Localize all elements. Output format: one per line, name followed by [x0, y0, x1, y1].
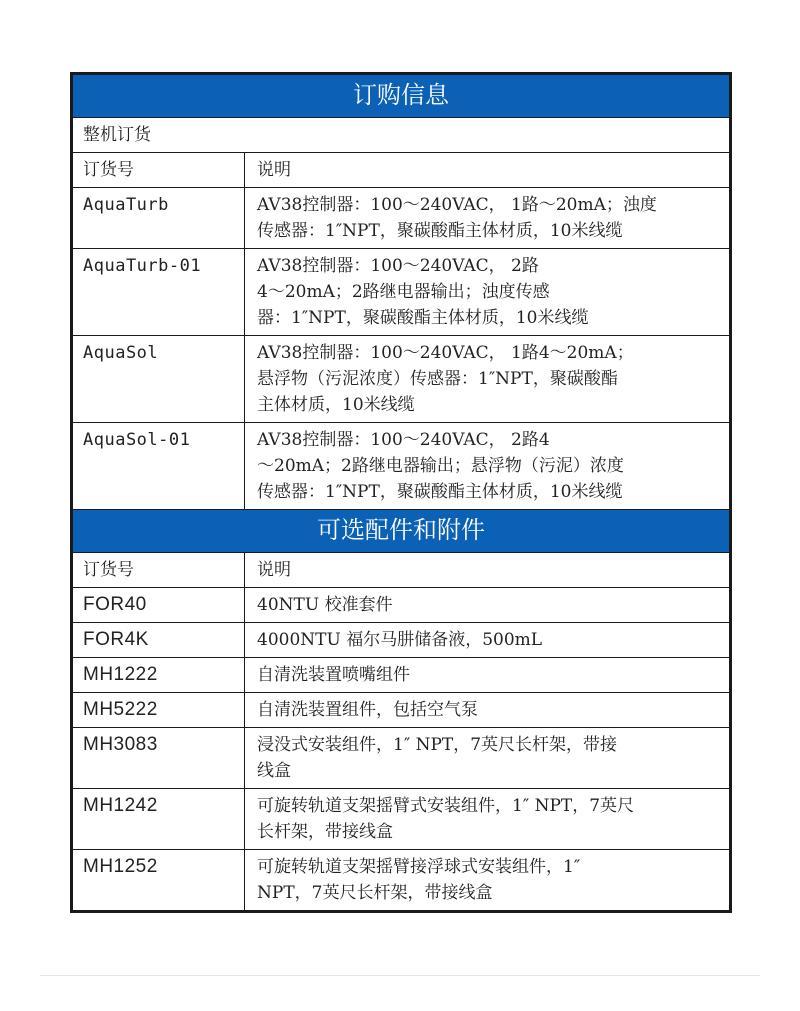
- table-row: [73, 249, 730, 336]
- description-cell: [245, 249, 730, 336]
- page-divider: [40, 975, 760, 976]
- order-number-cell: MH1222: [73, 658, 245, 693]
- order-number-cell: AquaSol: [73, 336, 245, 423]
- order-number-cell: MH5222: [73, 693, 245, 728]
- description-cell: [245, 588, 730, 623]
- table-row: [73, 336, 730, 423]
- description-line: 传感器：1″NPT，聚碳酸酯主体材质，10米线缆: [257, 482, 623, 502]
- column-header-row: [73, 153, 730, 188]
- description-line: 可旋转轨道支架摇臂式安装组件，1″ NPT，7英尺: [257, 796, 635, 816]
- description-line: 4～20mA；2路继电器输出；浊度传感: [257, 282, 550, 302]
- column-header-row: [73, 553, 730, 588]
- description-line: AV38控制器：100～240VAC， 1路4～20mA；: [257, 343, 634, 363]
- description-cell: [245, 188, 730, 249]
- description-line: 可旋转轨道支架摇臂接浮球式安装组件，1″: [257, 857, 581, 877]
- description-line: 浸没式安装组件，1″ NPT，7英尺长杆架，带接: [257, 735, 618, 755]
- description-cell: [245, 423, 730, 510]
- table-row: [73, 623, 730, 658]
- description-line: AV38控制器：100～240VAC， 1路～20mA；浊度: [257, 195, 657, 215]
- table-row: [73, 789, 730, 850]
- description-line: 传感器：1″NPT，聚碳酸酯主体材质，10米线缆: [257, 221, 623, 241]
- description-cell: [245, 789, 730, 850]
- order-number-cell: FOR4K: [73, 623, 245, 658]
- description-line: 器：1″NPT，聚碳酸酯主体材质，10米线缆: [257, 308, 589, 328]
- description-cell: [245, 336, 730, 423]
- table-row: [73, 188, 730, 249]
- col-header-order-number: 订货号: [73, 153, 245, 188]
- subheading: 整机订货: [73, 118, 730, 153]
- table-row: [73, 658, 730, 693]
- order-number-cell: AquaSol-01: [73, 423, 245, 510]
- col-header-description: 说明: [245, 153, 730, 188]
- table-row: [73, 850, 730, 911]
- description-line: 自清洗装置组件，包括空气泵: [257, 700, 478, 720]
- order-number-cell: AquaTurb: [73, 188, 245, 249]
- description-line: 主体材质，10米线缆: [257, 395, 415, 415]
- ordering-info-row: [73, 75, 730, 118]
- table-row: [73, 588, 730, 623]
- order-number-cell: AquaTurb-01: [73, 249, 245, 336]
- order-number-cell: MH1242: [73, 789, 245, 850]
- accessories-title: 可选配件和附件: [73, 510, 730, 553]
- description-line: 4000NTU 福尔马肼储备液，500mL: [257, 630, 543, 650]
- col-header-description: 说明: [245, 553, 730, 588]
- table-row: [73, 693, 730, 728]
- description-cell: [245, 658, 730, 693]
- order-number-cell: FOR40: [73, 588, 245, 623]
- description-line: AV38控制器：100～240VAC， 2路4: [257, 430, 550, 450]
- description-line: NPT，7英尺长杆架，带接线盒: [257, 883, 493, 903]
- col-header-order-number: 订货号: [73, 553, 245, 588]
- description-line: 自清洗装置喷嘴组件: [257, 665, 410, 685]
- description-line: 线盒: [257, 761, 291, 781]
- accessories-row: [73, 510, 730, 553]
- ordering-table: [72, 74, 730, 911]
- description-cell: [245, 623, 730, 658]
- order-number-cell: MH3083: [73, 728, 245, 789]
- description-cell: [245, 850, 730, 911]
- description-cell: [245, 728, 730, 789]
- description-line: 40NTU 校准套件: [257, 595, 393, 615]
- ordering-info-sheet: [70, 72, 732, 913]
- description-line: ～20mA；2路继电器输出；悬浮物（污泥）浓度: [257, 456, 624, 476]
- table-row: [73, 423, 730, 510]
- table-row: [73, 728, 730, 789]
- description-line: 长杆架，带接线盒: [257, 822, 393, 842]
- description-cell: [245, 693, 730, 728]
- description-line: AV38控制器：100～240VAC， 2路: [257, 256, 539, 276]
- description-line: 悬浮物（污泥浓度）传感器：1″NPT，聚碳酸酯: [257, 369, 618, 389]
- order-number-cell: MH1252: [73, 850, 245, 911]
- subheading-row: [73, 118, 730, 153]
- ordering-info-title: 订购信息: [73, 75, 730, 118]
